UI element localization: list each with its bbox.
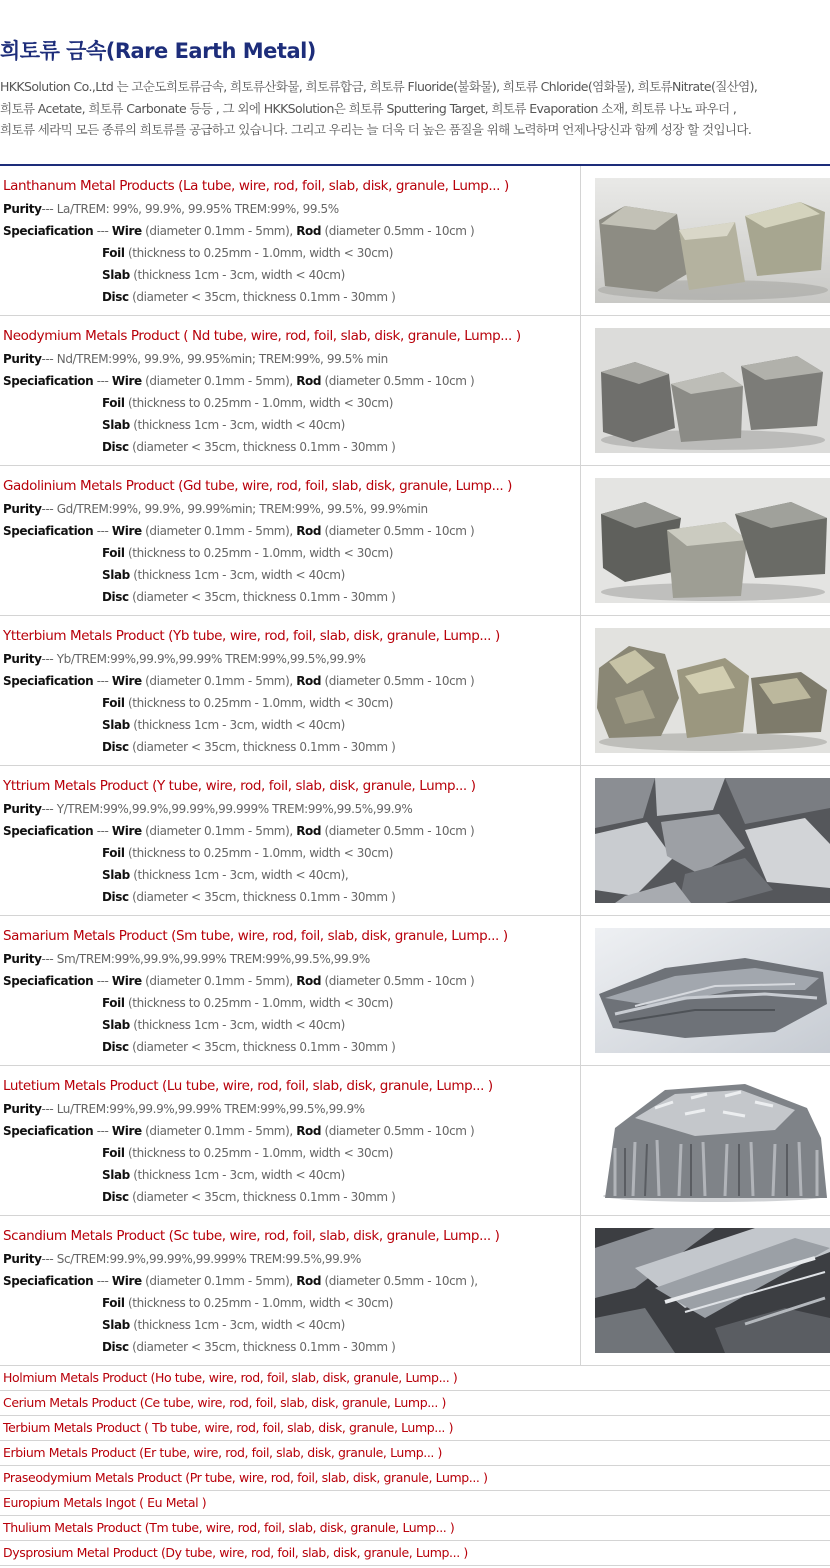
foil-line [102, 996, 393, 1010]
slab-label: Slab [102, 868, 130, 882]
spec-line [3, 1274, 478, 1288]
spec-separator: --- [93, 824, 112, 838]
purity-line [3, 952, 370, 966]
foil-line [102, 246, 393, 260]
column-divider [580, 1066, 581, 1215]
spec-separator: --- [93, 974, 112, 988]
foil-value: (thickness to 0.25mm - 1.0mm, width < 30cm) [124, 846, 393, 860]
disc-value: (diameter < 35cm, thickness 0.1mm - 30mm ) [128, 740, 396, 754]
wire-value: (diameter 0.1mm - 5mm), [141, 224, 297, 238]
slab-line [102, 268, 345, 282]
purity-label: Purity [3, 352, 42, 366]
foil-line [102, 396, 393, 410]
product-row-thulium [0, 1516, 830, 1541]
product-row-yttrium [0, 766, 830, 916]
purity-label: Purity [3, 202, 42, 216]
slab-line [102, 718, 345, 732]
rod-value: (diameter 0.5mm - 10cm ) [321, 374, 475, 388]
slab-label: Slab [102, 268, 130, 282]
wire-label: Wire [111, 1274, 142, 1288]
disc-value: (diameter < 35cm, thickness 0.1mm - 30mm ) [128, 290, 396, 304]
purity-value: --- Gd/TREM:99%, 99.9%, 99.99%min; TREM:99%, 99.5%, 99.9%min [41, 502, 428, 516]
spec-separator: --- [93, 1274, 112, 1288]
rod-label: Rod [296, 224, 322, 238]
foil-label: Foil [102, 1296, 125, 1310]
foil-line [102, 696, 393, 710]
product-row-praseodymium [0, 1466, 830, 1491]
slab-value: (thickness 1cm - 3cm, width < 40cm) [129, 1018, 345, 1032]
neodymium-photo [595, 328, 830, 453]
purity-line [3, 802, 412, 816]
slab-line [102, 1318, 345, 1332]
disc-line [102, 1040, 395, 1054]
spec-separator: --- [93, 374, 112, 388]
column-divider [580, 616, 581, 765]
foil-line [102, 1296, 393, 1310]
foil-value: (thickness to 0.25mm - 1.0mm, width < 30cm) [124, 396, 393, 410]
wire-label: Wire [111, 1124, 142, 1138]
foil-label: Foil [102, 546, 125, 560]
product-info [3, 466, 578, 615]
scandium-photo [595, 1228, 830, 1353]
lutetium-photo [595, 1078, 830, 1203]
purity-label: Purity [3, 502, 42, 516]
rod-label: Rod [296, 674, 322, 688]
slab-label: Slab [102, 718, 130, 732]
rod-label: Rod [296, 1124, 322, 1138]
intro-line: HKKSolution Co.,Ltd 는 고순도희토류금속, 희토류산화물, 희토류합금, 희토류 Fluoride(불화물), 희토류 Chloride(염화물), 희토류Nitrate(질산염), [0, 79, 758, 94]
purity-value: --- Nd/TREM:99%, 99.9%, 99.95%min; TREM:99%, 99.5% min [41, 352, 388, 366]
wire-value: (diameter 0.1mm - 5mm), [141, 524, 297, 538]
foil-label: Foil [102, 396, 125, 410]
disc-label: Disc [102, 1340, 129, 1354]
disc-label: Disc [102, 290, 129, 304]
wire-value: (diameter 0.1mm - 5mm), [141, 374, 297, 388]
rod-value: (diameter 0.5mm - 10cm ) [321, 674, 475, 688]
foil-label: Foil [102, 846, 125, 860]
disc-value: (diameter < 35cm, thickness 0.1mm - 30mm ) [128, 1190, 396, 1204]
product-name-link[interactable]: Lanthanum Metal Products (La tube, wire, rod, foil, slab, disk, granule, Lump... ) [3, 178, 509, 194]
rod-label: Rod [296, 524, 322, 538]
product-row-lutetium [0, 1066, 830, 1216]
spec-label: Speciafication [3, 824, 94, 838]
purity-line [3, 352, 388, 366]
spec-line [3, 674, 474, 688]
rod-label: Rod [296, 374, 322, 388]
slab-line [102, 1168, 345, 1182]
purity-label: Purity [3, 652, 42, 666]
rod-value: (diameter 0.5mm - 10cm ) [321, 824, 475, 838]
disc-line [102, 590, 395, 604]
rod-label: Rod [296, 824, 322, 838]
product-row-lanthanum [0, 166, 830, 316]
disc-line [102, 440, 395, 454]
wire-label: Wire [111, 824, 142, 838]
slab-label: Slab [102, 568, 130, 582]
spec-label: Speciafication [3, 1274, 94, 1288]
wire-value: (diameter 0.1mm - 5mm), [141, 824, 297, 838]
spec-label: Speciafication [3, 974, 94, 988]
column-divider [580, 766, 581, 915]
page-title: 희토류 금속(Rare Earth Metal) [0, 39, 316, 63]
column-divider [580, 466, 581, 615]
column-divider [580, 166, 581, 315]
product-name-link[interactable]: Europium Metals Ingot ( Eu Metal ) [3, 1495, 207, 1510]
product-name-link[interactable]: Ytterbium Metals Product (Yb tube, wire, rod, foil, slab, disk, granule, Lump... ) [3, 628, 500, 644]
slab-line [102, 418, 345, 432]
slab-line [102, 868, 348, 882]
intro-line: 희토류 Acetate, 희토류 Carbonate 등등 , 그 외에 HKKSolution은 희토류 Sputtering Target, 희토류 Evaporation 소재, 희토류 나노 파우더 , [0, 100, 737, 116]
disc-line [102, 1190, 395, 1204]
rod-value: (diameter 0.5mm - 10cm ) [321, 974, 475, 988]
product-info [3, 766, 578, 915]
samarium-photo [595, 928, 830, 1053]
spec-line [3, 1124, 474, 1138]
product-info [3, 616, 578, 765]
product-name-link[interactable]: Dysprosium Metal Product (Dy tube, wire, rod, foil, slab, disk, granule, Lump... ) [3, 1545, 468, 1560]
rod-value: (diameter 0.5mm - 10cm ) [321, 224, 475, 238]
spec-label: Speciafication [3, 374, 94, 388]
slab-value: (thickness 1cm - 3cm, width < 40cm) [129, 718, 345, 732]
disc-line [102, 290, 395, 304]
slab-label: Slab [102, 1018, 130, 1032]
purity-line [3, 652, 366, 666]
spec-line [3, 974, 474, 988]
slab-value: (thickness 1cm - 3cm, width < 40cm) [129, 568, 345, 582]
rod-label: Rod [296, 974, 322, 988]
disc-label: Disc [102, 890, 129, 904]
slab-line [102, 568, 345, 582]
spec-label: Speciafication [3, 674, 94, 688]
rod-label: Rod [296, 1274, 322, 1288]
gadolinium-photo [595, 478, 830, 603]
wire-label: Wire [111, 374, 142, 388]
purity-label: Purity [3, 1102, 42, 1116]
slab-label: Slab [102, 418, 130, 432]
rod-value: (diameter 0.5mm - 10cm ), [321, 1274, 478, 1288]
foil-line [102, 1146, 393, 1160]
product-name-link[interactable]: Samarium Metals Product (Sm tube, wire, rod, foil, slab, disk, granule, Lump... ) [3, 928, 508, 944]
foil-value: (thickness to 0.25mm - 1.0mm, width < 30cm) [124, 246, 393, 260]
product-name-link[interactable]: Scandium Metals Product (Sc tube, wire, rod, foil, slab, disk, granule, Lump... ) [3, 1228, 500, 1244]
foil-value: (thickness to 0.25mm - 1.0mm, width < 30cm) [124, 696, 393, 710]
disc-line [102, 740, 395, 754]
product-name-link[interactable]: Holmium Metals Product (Ho tube, wire, rod, foil, slab, disk, granule, Lump... ) [3, 1370, 458, 1385]
lanthanum-photo [595, 178, 830, 303]
product-row-samarium [0, 916, 830, 1066]
wire-label: Wire [111, 974, 142, 988]
product-name-link[interactable]: Gadolinium Metals Product (Gd tube, wire, rod, foil, slab, disk, granule, Lump... ) [3, 478, 513, 494]
foil-label: Foil [102, 246, 125, 260]
purity-value: --- Sm/TREM:99%,99.9%,99.99% TREM:99%,99.5%,99.9% [41, 952, 370, 966]
foil-value: (thickness to 0.25mm - 1.0mm, width < 30cm) [124, 996, 393, 1010]
yttrium-photo [595, 778, 830, 903]
product-row-erbium [0, 1441, 830, 1466]
spec-separator: --- [93, 224, 112, 238]
disc-label: Disc [102, 1040, 129, 1054]
disc-label: Disc [102, 740, 129, 754]
disc-label: Disc [102, 1190, 129, 1204]
purity-line [3, 1252, 361, 1266]
disc-value: (diameter < 35cm, thickness 0.1mm - 30mm ) [128, 440, 396, 454]
slab-value: (thickness 1cm - 3cm, width < 40cm) [129, 1168, 345, 1182]
foil-line [102, 846, 393, 860]
product-name-link[interactable]: Neodymium Metals Product ( Nd tube, wire, rod, foil, slab, disk, granule, Lump... ) [3, 328, 521, 344]
intro-text [0, 76, 830, 141]
foil-value: (thickness to 0.25mm - 1.0mm, width < 30cm) [124, 546, 393, 560]
wire-label: Wire [111, 524, 142, 538]
disc-value: (diameter < 35cm, thickness 0.1mm - 30mm ) [128, 1040, 396, 1054]
product-name-link[interactable]: Cerium Metals Product (Ce tube, wire, rod, foil, slab, disk, granule, Lump... ) [3, 1395, 446, 1410]
rod-value: (diameter 0.5mm - 10cm ) [321, 524, 475, 538]
disc-line [102, 890, 395, 904]
rod-value: (diameter 0.5mm - 10cm ) [321, 1124, 475, 1138]
spec-label: Speciafication [3, 524, 94, 538]
product-row-terbium [0, 1416, 830, 1441]
slab-value: (thickness 1cm - 3cm, width < 40cm), [129, 868, 349, 882]
disc-value: (diameter < 35cm, thickness 0.1mm - 30mm ) [128, 890, 396, 904]
foil-label: Foil [102, 996, 125, 1010]
wire-value: (diameter 0.1mm - 5mm), [141, 974, 297, 988]
slab-value: (thickness 1cm - 3cm, width < 40cm) [129, 1318, 345, 1332]
product-row-holmium [0, 1366, 830, 1391]
slab-label: Slab [102, 1168, 130, 1182]
spec-separator: --- [93, 524, 112, 538]
ytterbium-photo [595, 628, 830, 753]
product-info [3, 916, 578, 1065]
disc-label: Disc [102, 440, 129, 454]
slab-line [102, 1018, 345, 1032]
product-name-link[interactable]: Lutetium Metals Product (Lu tube, wire, rod, foil, slab, disk, granule, Lump... ) [3, 1078, 493, 1094]
foil-value: (thickness to 0.25mm - 1.0mm, width < 30cm) [124, 1296, 393, 1310]
foil-line [102, 546, 393, 560]
product-name-link[interactable]: Erbium Metals Product (Er tube, wire, rod, foil, slab, disk, granule, Lump... ) [3, 1445, 443, 1460]
purity-value: --- Sc/TREM:99.9%,99.99%,99.999% TREM:99.5%,99.9% [41, 1252, 362, 1266]
product-row-ytterbium [0, 616, 830, 766]
product-row-neodymium [0, 316, 830, 466]
slab-value: (thickness 1cm - 3cm, width < 40cm) [129, 268, 345, 282]
wire-label: Wire [111, 674, 142, 688]
slab-label: Slab [102, 1318, 130, 1332]
purity-label: Purity [3, 1252, 42, 1266]
product-name-link[interactable]: Thulium Metals Product (Tm tube, wire, rod, foil, slab, disk, granule, Lump... ) [3, 1520, 455, 1535]
disc-value: (diameter < 35cm, thickness 0.1mm - 30mm ) [128, 590, 396, 604]
product-row-dysprosium [0, 1541, 830, 1566]
purity-value: --- Yb/TREM:99%,99.9%,99.99% TREM:99%,99.5%,99.9% [41, 652, 366, 666]
disc-label: Disc [102, 590, 129, 604]
wire-value: (diameter 0.1mm - 5mm), [141, 674, 297, 688]
product-info [3, 1216, 578, 1365]
purity-value: --- La/TREM: 99%, 99.9%, 99.95% TREM:99%, 99.5% [41, 202, 339, 216]
product-name-link[interactable]: Praseodymium Metals Product (Pr tube, wire, rod, foil, slab, disk, granule, Lump... ) [3, 1470, 488, 1485]
column-divider [580, 1216, 581, 1365]
purity-label: Purity [3, 802, 42, 816]
spec-separator: --- [93, 1124, 112, 1138]
product-row-gadolinium [0, 466, 830, 616]
product-name-link[interactable]: Terbium Metals Product ( Tb tube, wire, rod, foil, slab, disk, granule, Lump... ) [3, 1420, 454, 1435]
product-row-europium [0, 1491, 830, 1516]
column-divider [580, 316, 581, 465]
disc-value: (diameter < 35cm, thickness 0.1mm - 30mm ) [128, 1340, 396, 1354]
product-info [3, 1066, 578, 1215]
foil-label: Foil [102, 1146, 125, 1160]
spec-line [3, 374, 474, 388]
spec-separator: --- [93, 674, 112, 688]
spec-line [3, 824, 474, 838]
column-divider [580, 916, 581, 1065]
disc-line [102, 1340, 395, 1354]
purity-value: --- Lu/TREM:99%,99.9%,99.99% TREM:99%,99.5%,99.9% [41, 1102, 365, 1116]
purity-line [3, 1102, 365, 1116]
wire-value: (diameter 0.1mm - 5mm), [141, 1274, 297, 1288]
foil-value: (thickness to 0.25mm - 1.0mm, width < 30cm) [124, 1146, 393, 1160]
product-info [3, 166, 578, 315]
spec-line [3, 524, 474, 538]
purity-label: Purity [3, 952, 42, 966]
product-info [3, 316, 578, 465]
spec-line [3, 224, 474, 238]
purity-value: --- Y/TREM:99%,99.9%,99.99%,99.999% TREM:99%,99.5%,99.9% [41, 802, 413, 816]
wire-value: (diameter 0.1mm - 5mm), [141, 1124, 297, 1138]
wire-label: Wire [111, 224, 142, 238]
spec-label: Speciafication [3, 1124, 94, 1138]
product-row-cerium [0, 1391, 830, 1416]
product-name-link[interactable]: Yttrium Metals Product (Y tube, wire, rod, foil, slab, disk, granule, Lump... ) [3, 778, 476, 794]
foil-label: Foil [102, 696, 125, 710]
product-row-scandium [0, 1216, 830, 1366]
spec-label: Speciafication [3, 224, 94, 238]
purity-line [3, 502, 428, 516]
slab-value: (thickness 1cm - 3cm, width < 40cm) [129, 418, 345, 432]
intro-line: 희토류 세라믹 모든 종류의 희토류를 공급하고 있습니다. 그리고 우리는 늘 더욱 더 높은 품질을 위해 노력하며 언제나당신과 함께 성장 할 것입니다. [0, 122, 752, 137]
purity-line [3, 202, 339, 216]
